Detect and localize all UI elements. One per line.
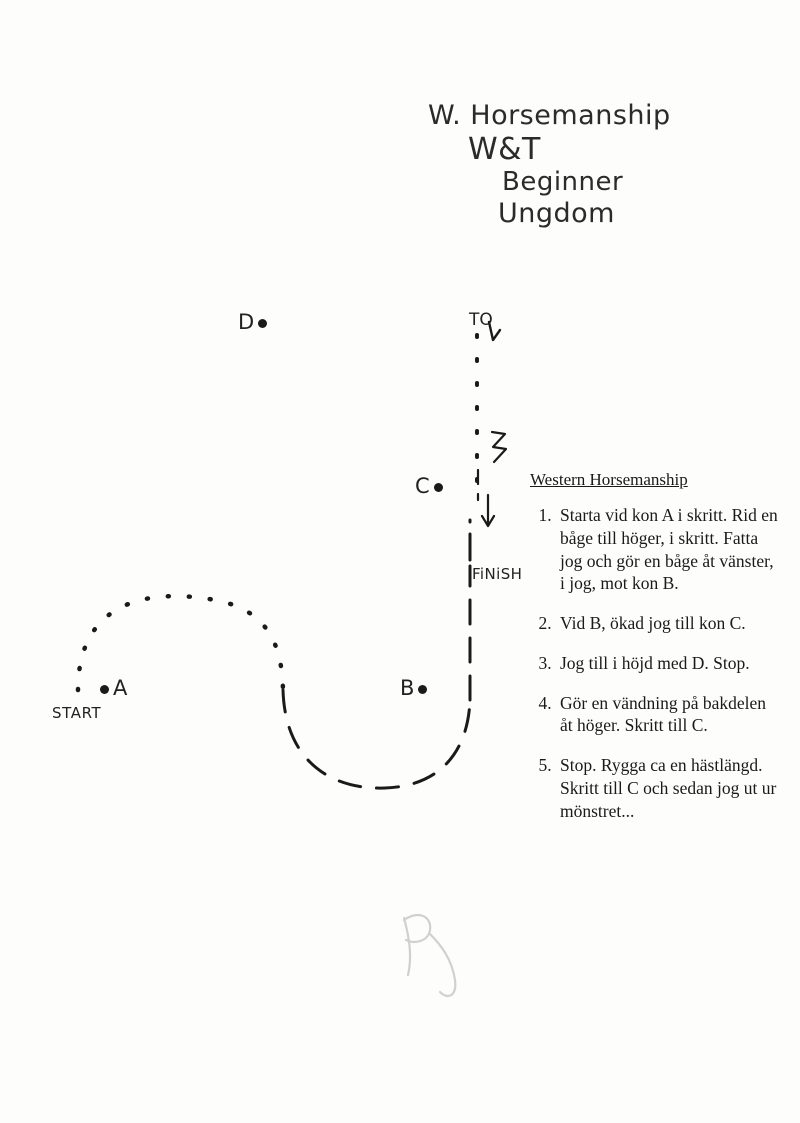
cone-dot-icon — [434, 483, 443, 492]
pencil-signature — [404, 915, 455, 996]
instructions-list — [530, 504, 780, 822]
cone-dot-icon — [258, 319, 267, 328]
list-item: 1. Starta vid kon A i skritt. Rid en båge till höger, i skritt. Fatta jog och gör en båge åt vänster, i jog, mot kon B. — [556, 504, 780, 595]
arrowhead-down-icon — [482, 495, 494, 526]
pattern-title-block — [420, 100, 750, 230]
cone-marker-c — [415, 474, 447, 498]
cone-label-b: B — [400, 676, 415, 700]
title-line-2: W&T — [468, 131, 541, 167]
cone-label-d: D — [238, 310, 255, 334]
backup-zigzag-icon — [492, 432, 506, 462]
cone-label-c: C — [415, 474, 430, 498]
start-label: START — [52, 704, 102, 722]
list-item: 5. Stop. Rygga ca en hästlängd. Skritt till C och sedan jog ut ur mönstret... — [556, 754, 780, 822]
cone-marker-b — [400, 676, 431, 700]
title-line-3: Beginner — [502, 167, 624, 198]
cone-label-a: A — [113, 676, 128, 700]
list-item: 2. Vid B, ökad jog till kon C. — [556, 612, 780, 635]
path-segment-jog-loop — [283, 690, 470, 788]
cone-marker-a — [96, 676, 127, 700]
cone-dot-icon — [100, 685, 109, 694]
cone-marker-d — [238, 310, 271, 334]
instructions-heading: Western Horsemanship — [530, 470, 688, 489]
instructions-panel — [530, 470, 780, 839]
title-line-1: W. Horsemanship — [428, 100, 671, 131]
list-item: 3. Jog till i höjd med D. Stop. — [556, 652, 780, 675]
list-item: 4. Gör en vändning på bakdelen åt höger. Skritt till C. — [556, 692, 780, 738]
title-line-4: Ungdom — [498, 197, 615, 229]
cone-dot-icon — [418, 685, 427, 694]
finish-label: FiNiSH — [472, 565, 523, 583]
top-marker-label: TO — [469, 310, 493, 330]
